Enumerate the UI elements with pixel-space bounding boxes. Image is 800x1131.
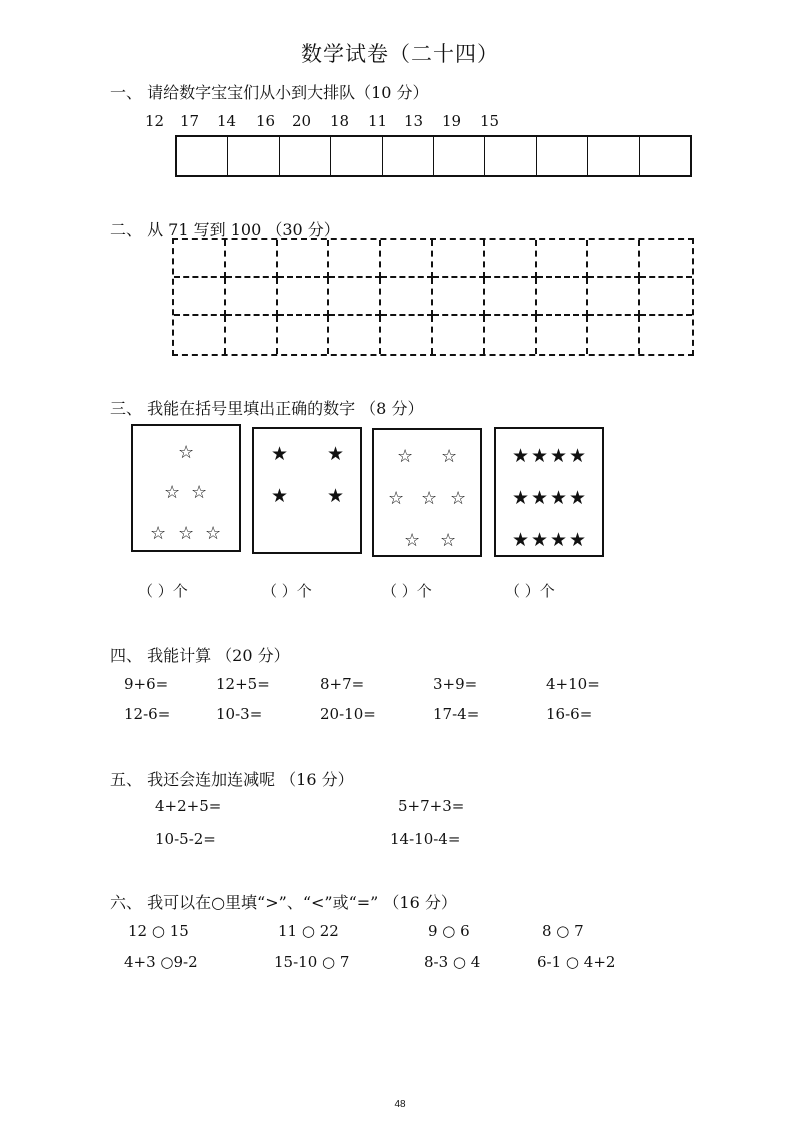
calc-problem: 9+6= — [124, 675, 169, 693]
answer-box[interactable] — [434, 137, 485, 175]
calc-problem: 20-10= — [320, 705, 376, 723]
answer-blank[interactable]: （ ）个 — [262, 582, 312, 600]
outline-star-icon: ☆ — [441, 446, 458, 467]
calc-problem: 5+7+3= — [398, 797, 465, 815]
page-title: 数学试卷（二十四） — [301, 42, 499, 66]
grid-cell[interactable] — [278, 240, 330, 278]
filled-star-icon: ★ — [531, 487, 549, 509]
outline-star-icon: ☆ — [397, 446, 414, 467]
filled-star-icon: ★ — [327, 443, 345, 465]
outline-star-icon: ☆ — [205, 523, 222, 544]
star-card-2 — [252, 427, 362, 554]
calc-problem: 12-6= — [124, 705, 171, 723]
grid-cell[interactable] — [588, 316, 640, 354]
grid-cell[interactable] — [640, 278, 692, 316]
section-4-heading: 四、 我能计算 （20 分） — [110, 646, 290, 665]
grid-cell[interactable] — [588, 240, 640, 278]
filled-star-icon: ★ — [569, 445, 587, 467]
grid-cell[interactable] — [640, 240, 692, 278]
filled-star-icon: ★ — [271, 443, 289, 465]
calc-problem: 12+5= — [216, 675, 270, 693]
s1-number: 16 — [256, 112, 276, 130]
grid-cell[interactable] — [537, 278, 589, 316]
calc-problem: 3+9= — [433, 675, 478, 693]
star-card-3 — [372, 428, 482, 557]
filled-star-icon: ★ — [531, 529, 549, 551]
calc-problem: 10-5-2= — [155, 830, 216, 848]
outline-star-icon: ☆ — [164, 482, 181, 503]
calc-problem: 16-6= — [546, 705, 593, 723]
grid-cell[interactable] — [174, 278, 226, 316]
grid-cell[interactable] — [433, 316, 485, 354]
page-number: 48 — [394, 1099, 406, 1110]
grid-cell[interactable] — [485, 278, 537, 316]
answer-box[interactable] — [537, 137, 588, 175]
filled-star-icon: ★ — [512, 487, 530, 509]
s1-number: 12 — [145, 112, 165, 130]
outline-star-icon: ☆ — [191, 482, 208, 503]
ordering-answer-boxes — [175, 135, 692, 177]
grid-cell[interactable] — [381, 240, 433, 278]
filled-star-icon: ★ — [327, 485, 345, 507]
answer-box[interactable] — [485, 137, 536, 175]
grid-cell[interactable] — [588, 278, 640, 316]
star-card-4 — [494, 427, 604, 557]
compare-problem[interactable]: 8-3 ○ 4 — [424, 953, 481, 971]
filled-star-icon: ★ — [271, 485, 289, 507]
answer-box[interactable] — [383, 137, 434, 175]
filled-star-icon: ★ — [512, 445, 530, 467]
outline-star-icon: ☆ — [178, 523, 195, 544]
s1-number: 20 — [292, 112, 312, 130]
grid-cell[interactable] — [537, 316, 589, 354]
calc-problem: 4+10= — [546, 675, 600, 693]
filled-star-icon: ★ — [512, 529, 530, 551]
grid-cell[interactable] — [485, 316, 537, 354]
section-2-heading: 二、 从 71 写到 100 （30 分） — [110, 220, 340, 239]
grid-cell[interactable] — [226, 278, 278, 316]
grid-cell[interactable] — [226, 316, 278, 354]
compare-problem[interactable]: 15-10 ○ 7 — [274, 953, 350, 971]
filled-star-icon: ★ — [550, 487, 568, 509]
grid-cell[interactable] — [381, 278, 433, 316]
compare-problem[interactable]: 11 ○ 22 — [278, 922, 339, 940]
compare-problem[interactable]: 9 ○ 6 — [428, 922, 470, 940]
answer-blank[interactable]: （ ）个 — [138, 582, 188, 600]
answer-box[interactable] — [228, 137, 279, 175]
section-5-heading: 五、 我还会连加连减呢 （16 分） — [110, 770, 354, 789]
grid-cell[interactable] — [640, 316, 692, 354]
outline-star-icon: ☆ — [178, 442, 195, 463]
outline-star-icon: ☆ — [150, 523, 167, 544]
calc-problem: 14-10-4= — [390, 830, 461, 848]
compare-problem[interactable]: 6-1 ○ 4+2 — [537, 953, 616, 971]
outline-star-icon: ☆ — [388, 488, 405, 509]
answer-box[interactable] — [640, 137, 690, 175]
outline-star-icon: ☆ — [421, 488, 438, 509]
s1-number: 17 — [180, 112, 200, 130]
calc-problem: 8+7= — [320, 675, 365, 693]
grid-cell[interactable] — [485, 240, 537, 278]
calc-problem: 4+2+5= — [155, 797, 222, 815]
s1-number: 19 — [442, 112, 462, 130]
section-1-heading: 一、 请给数字宝宝们从小到大排队（10 分） — [110, 83, 429, 102]
section-6-heading: 六、 我可以在○里填“>”、“<”或“=” （16 分） — [110, 893, 457, 912]
calc-problem: 10-3= — [216, 705, 263, 723]
s1-number: 11 — [368, 112, 388, 130]
s1-number: 18 — [330, 112, 350, 130]
writing-grid — [172, 238, 694, 356]
answer-box[interactable] — [331, 137, 382, 175]
s1-number: 13 — [404, 112, 424, 130]
answer-blank[interactable]: （ ）个 — [382, 582, 432, 600]
s1-number: 15 — [480, 112, 500, 130]
grid-cell[interactable] — [174, 316, 226, 354]
outline-star-icon: ☆ — [450, 488, 467, 509]
grid-cell[interactable] — [433, 278, 485, 316]
compare-problem[interactable]: 8 ○ 7 — [542, 922, 584, 940]
calc-problem: 17-4= — [433, 705, 480, 723]
answer-box[interactable] — [177, 137, 228, 175]
filled-star-icon: ★ — [550, 529, 568, 551]
grid-cell[interactable] — [278, 278, 330, 316]
compare-problem[interactable]: 4+3 ○9-2 — [124, 953, 198, 971]
grid-cell[interactable] — [329, 278, 381, 316]
answer-box[interactable] — [588, 137, 639, 175]
grid-cell[interactable] — [537, 240, 589, 278]
grid-cell[interactable] — [278, 316, 330, 354]
section-3-heading: 三、 我能在括号里填出正确的数字 （8 分） — [110, 399, 424, 418]
grid-cell[interactable] — [226, 240, 278, 278]
grid-cell[interactable] — [329, 316, 381, 354]
filled-star-icon: ★ — [569, 487, 587, 509]
grid-cell[interactable] — [381, 316, 433, 354]
outline-star-icon: ☆ — [404, 530, 421, 551]
answer-box[interactable] — [280, 137, 331, 175]
answer-blank[interactable]: （ ）个 — [505, 582, 555, 600]
s1-number: 14 — [217, 112, 237, 130]
filled-star-icon: ★ — [531, 445, 549, 467]
grid-cell[interactable] — [329, 240, 381, 278]
filled-star-icon: ★ — [550, 445, 568, 467]
grid-cell[interactable] — [433, 240, 485, 278]
outline-star-icon: ☆ — [440, 530, 457, 551]
star-card-1 — [131, 424, 241, 552]
filled-star-icon: ★ — [569, 529, 587, 551]
compare-problem[interactable]: 12 ○ 15 — [128, 922, 189, 940]
grid-cell[interactable] — [174, 240, 226, 278]
